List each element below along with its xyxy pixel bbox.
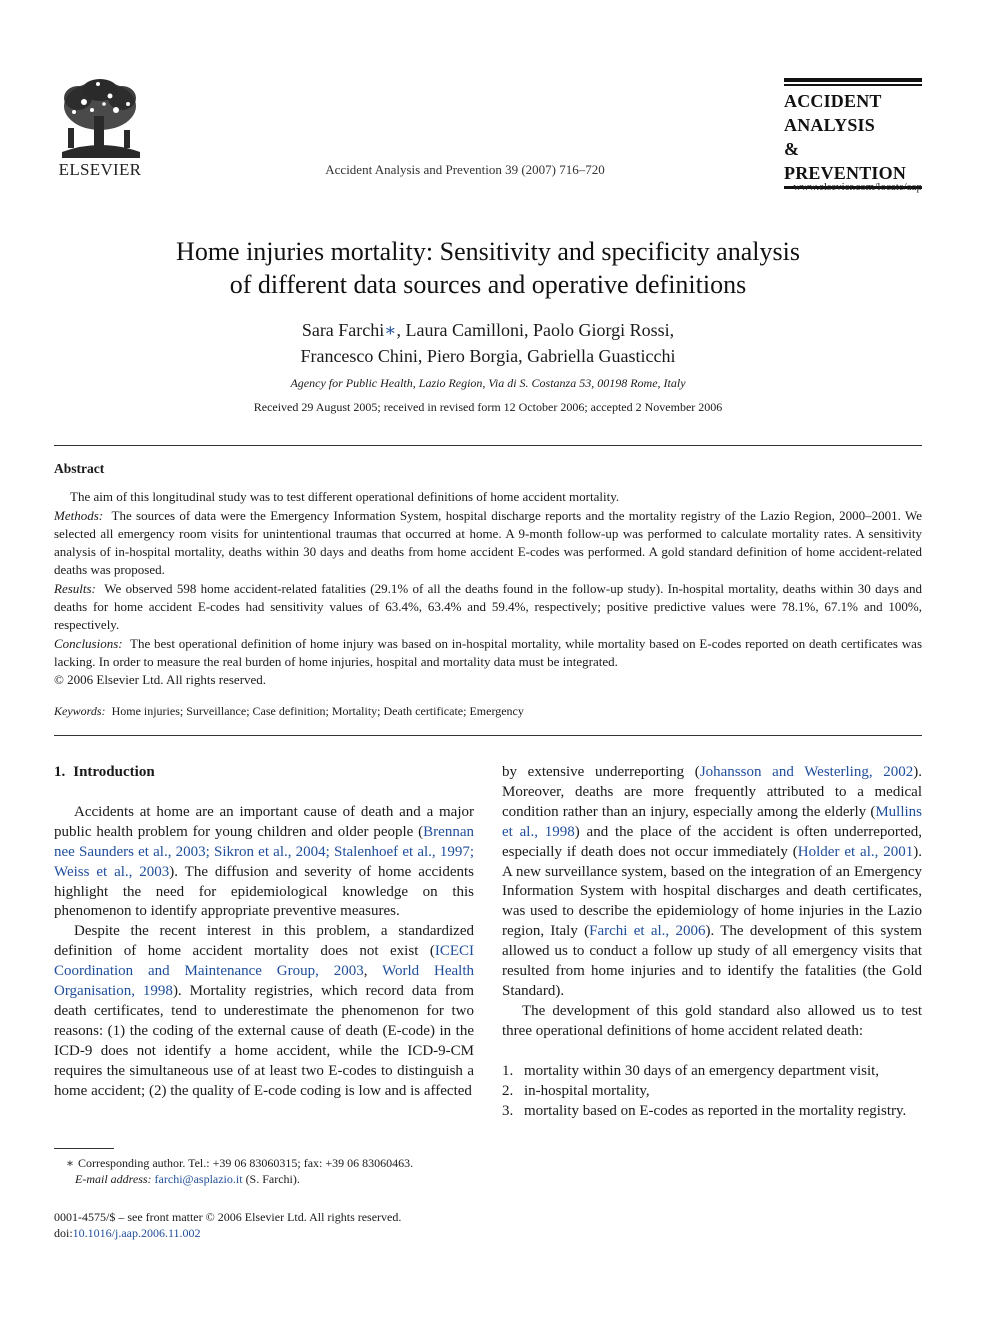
body-text: Accidents at home are an important cause of death and a major public health problem for young children and older people (	[54, 803, 474, 840]
body-text: by extensive underreporting (	[502, 764, 700, 780]
journal-citation: Accident Analysis and Prevention 39 (2007) 716–720	[325, 162, 605, 177]
citation-link[interactable]: Johansson and Westerling, 2002	[699, 764, 914, 780]
corresponding-author-mark[interactable]: ∗	[384, 320, 397, 340]
masthead-rule	[784, 78, 922, 82]
methods-label: Methods:	[54, 507, 104, 523]
abstract-heading: Abstract	[54, 461, 105, 476]
list-item	[502, 1102, 922, 1122]
keywords-list: Home injuries; Surveillance; Case definition; Mortality; Death certificate; Emergency	[111, 704, 524, 718]
body-text: ) and the place of the accident is often underreported, especially if death does not occur immediately (	[502, 823, 923, 860]
list-text: mortality within 30 days of an emergency department visit,	[524, 1062, 880, 1079]
author-name: Sara Farchi	[301, 320, 385, 340]
footnote-mark: ∗	[65, 1156, 74, 1170]
divider	[54, 735, 922, 736]
body-text: ). Mortality registries, which record data from death certificates, tend to underestimate the phenomenon for two reasons: (1) the coding of the external cause of death (E-code) in the ICD-9 does not identify a home accident, while the ICD-9-CM requires the simultaneous use of at least two E-codes to distinguish a home accident; (2) the quality of E-code coding is low and is affected	[54, 983, 474, 1099]
citation-link[interactable]: ICECI Coordination and Maintenance Group, 2003	[54, 943, 474, 980]
section-heading	[54, 763, 474, 783]
list-text: mortality based on E-codes as reported in the mortality registry.	[524, 1102, 907, 1119]
body-column-right	[502, 763, 922, 1121]
affiliation: Agency for Public Health, Lazio Region, Via di S. Costanza 53, 00198 Rome, Italy	[290, 376, 686, 390]
masthead-line: ANALYSIS	[784, 115, 875, 135]
footnote	[54, 1155, 474, 1187]
journal-masthead	[784, 78, 922, 189]
methods-text: The sources of data were the Emergency Information System, hospital discharge reports and the mortality registry of the Lazio Region, 2000–2001. We selected all emergency room visits for unintentional traumas that occurred at home. A 9-month follow-up was performed to calculate mortality rates. A sensitivity analysis of in-hospital mortality, deaths within 30 days and deaths from home accident E-codes was performed. A gold standard definition of home accident-related deaths was proposed.	[54, 507, 923, 578]
body-text: ). The development of this system allowed us to conduct a follow up study of all emergency visits that resulted from home injuries and to identify the fatalities (the Gold Standard).	[502, 923, 922, 999]
body-text: ). The diffusion and severity of home accidents highlight the need for epidemiological knowledge on this phenomenon to identify appropriate preventive measures.	[54, 863, 475, 920]
list-item	[502, 1062, 922, 1082]
body-text: ). Moreover, deaths are more frequently attributed to a medical condition rather than an injury, especially among the elderly (	[502, 764, 922, 820]
results-label: Results:	[54, 580, 96, 596]
conclusions-text: The best operational definition of home injury was based on in-hospital mortality, while mortality based on E-codes reported on death certificates was lacking. In order to measure the real burden of home injuries, hospital and mortality data must be integrated.	[54, 635, 923, 669]
keywords	[54, 704, 922, 719]
intro-paragraph-3: The development of this gold standard also allowed us to test three operational definitions of home accident related death:	[502, 1002, 922, 1039]
list-number: 3.	[502, 1102, 514, 1119]
front-matter	[54, 1209, 474, 1241]
email-label: E-mail address:	[75, 1172, 152, 1186]
definition-list	[502, 1062, 922, 1122]
abstract-copyright: © 2006 Elsevier Ltd. All rights reserved.	[54, 672, 267, 688]
list-number: 2.	[502, 1082, 514, 1099]
title-line: Home injuries mortality: Sensitivity and specificity analysis	[176, 237, 800, 266]
body-text: Despite the recent interest in this problem, a standardized definition of home accident mortality does not exist (	[54, 923, 474, 960]
author-list	[100, 317, 876, 369]
masthead-rule	[784, 84, 922, 86]
citation-link[interactable]: Mullins et al., 1998	[502, 803, 922, 840]
elsevier-tree-icon	[54, 76, 146, 158]
email-suffix: (S. Farchi).	[245, 1172, 300, 1186]
received-dates: Received 29 August 2005; received in revised form 12 October 2006; accepted 2 November 2006	[253, 400, 723, 414]
footnote-rule	[54, 1148, 114, 1149]
author-line	[100, 317, 876, 343]
abstract-methods	[54, 507, 922, 580]
abstract-conclusions	[54, 635, 922, 672]
keywords-label: Keywords:	[54, 704, 106, 718]
masthead-line: PREVENTION	[784, 163, 907, 183]
footnote-corresponding	[54, 1155, 474, 1171]
masthead-line: ACCIDENT	[784, 91, 882, 111]
body-text: ). A new surveillance system, based on the integration of an Emergency Information System with hospital discharges and death certificates, was used to describe the epidemiology of home injuries in the Lazio region, Italy (	[502, 843, 922, 940]
abstract-intro: The aim of this longitudinal study was to test different operational definitions of home accident mortality.	[70, 489, 620, 505]
citation-link[interactable]: World Health Organisation, 1998	[54, 963, 475, 1000]
citation-link[interactable]: Holder et al., 2001	[797, 843, 914, 860]
section-title: Introduction	[73, 764, 155, 780]
list-item	[502, 1082, 922, 1102]
author-names: , Laura Camilloni, Paolo Giorgi Rossi,	[396, 320, 675, 340]
intro-paragraph-2-start	[54, 922, 474, 1101]
elsevier-logo	[54, 76, 146, 179]
doi-link[interactable]: 10.1016/j.aap.2006.11.002	[72, 1226, 201, 1240]
intro-paragraph-2-cont	[502, 763, 922, 1002]
intro-paragraph-1	[54, 803, 474, 922]
abstract	[54, 460, 922, 690]
conclusions-label: Conclusions:	[54, 635, 123, 651]
abstract-results	[54, 580, 922, 635]
masthead-line: &	[784, 139, 800, 159]
doi-line	[54, 1225, 474, 1241]
list-text: in-hospital mortality,	[524, 1082, 650, 1099]
email-link[interactable]: farchi@asplazio.it	[154, 1172, 243, 1186]
divider	[54, 445, 922, 446]
publisher-name: ELSEVIER	[58, 160, 142, 179]
results-text: We observed 598 home accident-related fatalities (29.1% of all the deaths found in the follow-up study). In-hospital mortality, deaths within 30 days and deaths for home accident E-codes had sensitivity values of 63.4%, 63.4% and 59.4%, respectively; positive predictive values were 78.1%, 67.1% and 100%, respectively.	[54, 580, 922, 633]
section-number: 1.	[54, 764, 66, 780]
footnote-text: Corresponding author. Tel.: +39 06 83060315; fax: +39 06 83060463.	[78, 1156, 414, 1170]
citation-link[interactable]: Farchi et al., 2006	[589, 923, 706, 940]
title-line: of different data sources and operative definitions	[229, 270, 747, 299]
journal-url-link[interactable]: www.elsevier.com/locate/aap	[793, 181, 922, 193]
citation-link[interactable]: Brennan nee Saunders et al., 2003; Sikron et al., 2004; Stalenhoef et al., 1997; Weiss et al., 2003	[54, 823, 474, 880]
doi-label: doi:	[54, 1226, 73, 1240]
list-number: 1.	[502, 1062, 514, 1079]
issn-line: 0001-4575/$ – see front matter © 2006 Elsevier Ltd. All rights reserved.	[54, 1210, 402, 1224]
footnote-email	[54, 1171, 474, 1187]
article-title	[100, 235, 876, 301]
body-text: ,	[363, 963, 383, 980]
author-line: Francesco Chini, Piero Borgia, Gabriella Guasticchi	[300, 346, 676, 366]
body-column-left	[54, 763, 474, 1102]
